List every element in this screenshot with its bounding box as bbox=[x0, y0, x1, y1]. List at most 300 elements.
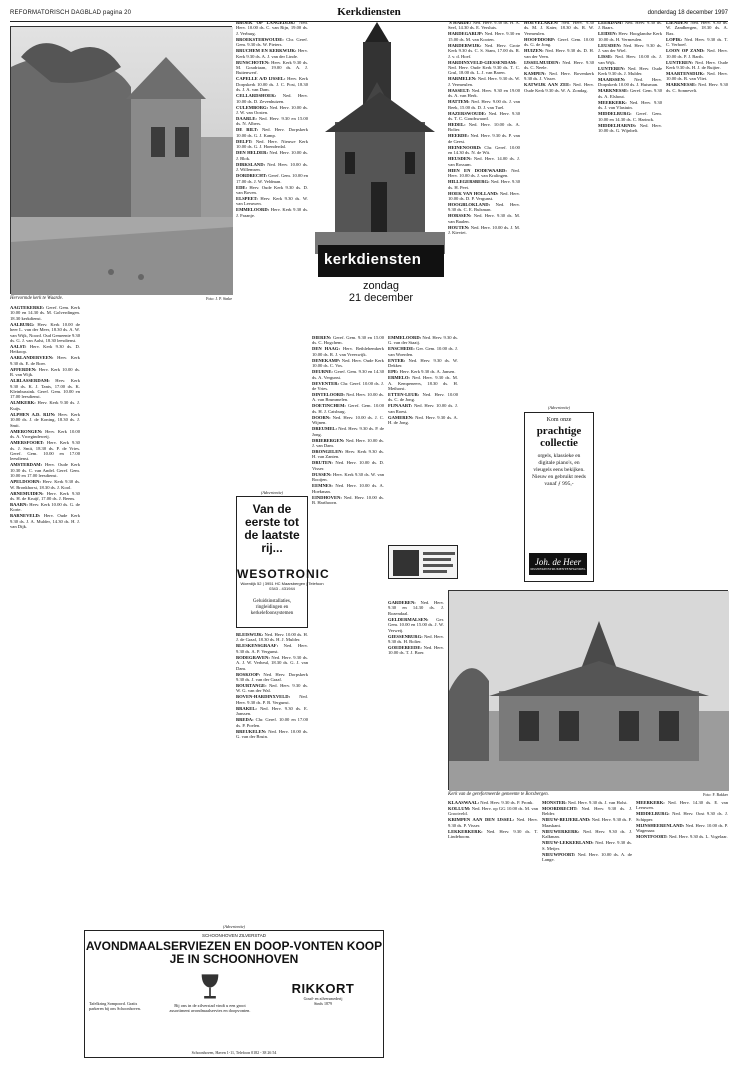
place-name: BUNSCHOTEN: bbox=[236, 59, 272, 65]
church-entry bbox=[598, 66, 662, 77]
listing-column-6 bbox=[448, 20, 520, 505]
caption-text: Hervormde kerk te Waarde. bbox=[10, 296, 63, 301]
service-times: Geref. Gem. 10.00 ds. H. J. Catsburg. bbox=[312, 403, 384, 414]
service-times: Ned. Herv. 10.00 ds. B. Harthoorn. bbox=[312, 494, 384, 506]
place-name: BOVEN-HARDINXVELD: bbox=[236, 694, 300, 700]
place-name: BAARN: bbox=[10, 501, 30, 507]
church-entry bbox=[448, 179, 520, 190]
service-times: Ned. Herv. 9.30 ds. A. H. de Jong. bbox=[388, 414, 458, 426]
photo-caption-bottom bbox=[448, 792, 728, 797]
service-times: Ned. Herv. 10.00 ds. A. Hoekman. bbox=[312, 483, 384, 494]
joh-de-heer-logo bbox=[529, 553, 587, 575]
church-entry bbox=[636, 811, 728, 822]
place-name: HOEVELAKEN: bbox=[524, 20, 562, 25]
service-times: Ned. Herv. 10.00 ds. P. J. Barth. bbox=[666, 48, 728, 59]
logo-sub: MUZIEKINSTRUMENTENHANDEL bbox=[530, 567, 586, 571]
place-name: GAMEREN: bbox=[388, 414, 416, 420]
place-name: LEKKERKERK: bbox=[448, 828, 487, 834]
church-entry bbox=[236, 105, 308, 116]
service-times: Geref. Gem. 9.30 en 15.00 ds. C. Hogchem. bbox=[312, 335, 384, 346]
service-times: Chr. Geref. 10.00 en 17.00 ds. P. Poelen. bbox=[236, 717, 308, 728]
church-entry bbox=[236, 37, 308, 48]
kerkdiensten-illustration bbox=[315, 22, 445, 254]
church-entry bbox=[236, 196, 308, 207]
place-name: BODEGRAVEN: bbox=[236, 654, 272, 660]
church-entry bbox=[666, 82, 728, 93]
place-name: DEN HAAG: bbox=[312, 346, 343, 352]
church-entry bbox=[236, 643, 308, 654]
place-name: LEUSDEN: bbox=[598, 42, 624, 48]
church-entry bbox=[10, 355, 80, 366]
service-times: Geref. Gem. 10.00 en 17.00 ds. J. W. Veldman. bbox=[236, 173, 309, 184]
church-entry bbox=[236, 672, 308, 683]
place-name: LUNTEREN: bbox=[598, 65, 628, 71]
place-name: FIJNAART: bbox=[388, 403, 414, 409]
logo-text: RIKKORT bbox=[291, 981, 355, 996]
church-entry bbox=[448, 60, 520, 76]
church-entry bbox=[312, 483, 384, 494]
service-times: Geref. Gem. Kerk 10.00 en 14.30 ds. M. Golverdingen. 18.30 kerkdienst. bbox=[10, 305, 80, 321]
place-name: EPE: bbox=[388, 369, 400, 375]
service-times: Ned. Herv. 10.00 ds. J. Willemsen. bbox=[236, 161, 308, 173]
place-name: MARKNESSE: bbox=[666, 82, 699, 88]
service-times: Ned. Herv. 9.30 ds. W. G. van der Wal. bbox=[236, 683, 308, 694]
place-name: DEVENTER: bbox=[312, 380, 341, 386]
logo-text: Joh. de Heer bbox=[534, 557, 582, 567]
place-name: HEDEL: bbox=[448, 122, 469, 128]
service-times: Ned. Herv. 9.30 ds. T. C. Goudswaard. bbox=[448, 110, 521, 122]
place-name: MONTFOORT: bbox=[636, 834, 669, 840]
place-name: HORSSEN: bbox=[448, 213, 474, 219]
service-times: Chr. Geref. Gem. 9.30 ds. W. Pieters. bbox=[236, 36, 308, 48]
church-photo-top bbox=[10, 26, 232, 294]
church-entry bbox=[598, 54, 662, 65]
place-name: AMERSFOORT: bbox=[10, 440, 47, 446]
church-entry bbox=[524, 37, 594, 48]
place-name: NIEUWERKERK: bbox=[542, 828, 584, 834]
church-entry bbox=[10, 513, 80, 529]
goblet-icon bbox=[195, 971, 225, 1001]
place-name: MIDDELHARNIS: bbox=[598, 122, 640, 128]
place-name: HARMELEN: bbox=[448, 76, 478, 82]
service-times: Ned. Herv. Dorpskerk 10.00 ds. G. J. Kamp. bbox=[236, 127, 308, 138]
place-name: NIEUWPOORT: bbox=[542, 851, 578, 857]
church-entry bbox=[448, 168, 520, 179]
place-name: EINDHOVEN: bbox=[312, 494, 344, 500]
place-name: MAARTENSDIJK: bbox=[666, 71, 707, 77]
place-name: MEERKERK: bbox=[636, 800, 668, 805]
church-entry bbox=[236, 717, 308, 728]
service-times: Ned. Herv. 9.30 ds. A. J. W. Verheul, 18.30 ds. G. J. van Dam. bbox=[236, 654, 308, 671]
service-times: Ned. Herv. 9.30 ds. M. van Baalen. bbox=[448, 213, 520, 224]
ad-label-avondmaal: (Advertentie) bbox=[222, 924, 246, 929]
church-entry bbox=[448, 133, 520, 144]
service-times: Ned. Herv. 9.30 ds. H. Bolier. bbox=[388, 633, 444, 645]
service-times: Ned. Herv. 9.30 ds. S. Meijer. bbox=[542, 840, 632, 851]
banner-ad-text: Geluidsinstallaties, ringleidingen en kerkelefoonsystemen bbox=[250, 599, 294, 616]
church-entry bbox=[598, 77, 662, 88]
service-times: Ned. Herv. 9.30 ds. E. Janssen. bbox=[236, 705, 308, 717]
place-name: DRONGELEN: bbox=[312, 449, 346, 455]
service-times: Herv. Kerk 9.30 ds. W. Bronkhorst, 18.30 ds. J. Kool. bbox=[10, 479, 81, 490]
service-times: Ger. Gem. 10.00 en 15.00 ds. J. W. Verweij. bbox=[388, 616, 444, 633]
service-times: Ned. Herv. 9.30 ds. H. A. Seel, 14.30 ds. E. Versluis. bbox=[448, 20, 521, 31]
listing-column-9 bbox=[666, 20, 728, 582]
place-name: MAARSSEN: bbox=[598, 77, 635, 83]
church-entry bbox=[10, 429, 80, 440]
church-entry bbox=[236, 60, 308, 76]
place-name: HIEN EN DODEWAARD: bbox=[448, 167, 512, 173]
service-times: Herv. Oude Kerk 9.30 ds. J. A. Mulder, 14.30 ds. H. J. van Dijk. bbox=[10, 513, 80, 530]
church-entry bbox=[10, 462, 80, 478]
listing-column-bottom-4 bbox=[636, 800, 728, 1058]
church-entry bbox=[448, 20, 520, 31]
service-times: Ned. Herv. 9.30 ds. C. Sonnevelt. bbox=[666, 82, 729, 93]
service-times: Herv. Hooglandse Kerk 10.00 ds. H. Vermeulen. bbox=[598, 31, 662, 42]
service-times: Ned. Herv. Dorpskerk 9.30 ds. J. van der Graaf. bbox=[236, 671, 308, 683]
service-times: Herv. Kerk 10.00 ds. J. de Koning, 18.30 ds. J. Smit. bbox=[10, 411, 81, 428]
church-entry bbox=[448, 213, 520, 224]
listing-column-8 bbox=[598, 20, 662, 582]
place-name: CAPELLE A/D IJSSEL: bbox=[236, 76, 288, 82]
place-name: 'S HARDE: bbox=[448, 20, 473, 25]
service-times: Herv. Kerk 9.30 ds. J. Kuijs. bbox=[10, 400, 80, 411]
service-times: Ned. Herv. Oude Kerk 9.30 ds. J. Mulder. bbox=[598, 65, 662, 77]
place-name: KAMPEN: bbox=[524, 71, 549, 77]
church-entry bbox=[312, 335, 384, 346]
church-entry bbox=[236, 162, 308, 173]
logo-since: Sinds 1879 bbox=[314, 1001, 332, 1006]
church-entry bbox=[312, 438, 384, 449]
church-entry bbox=[448, 191, 520, 202]
place-name: LEIDEN: bbox=[598, 31, 619, 37]
church-entry bbox=[636, 800, 728, 811]
service-times: Geref. Gem. 10.00 ds. G. de Jong. bbox=[524, 36, 594, 48]
place-name: DINTELOORD: bbox=[312, 392, 347, 398]
service-times: Ned. Herv. 9.30 en 19.00 ds. A. van Herk. bbox=[448, 87, 521, 99]
church-entry bbox=[448, 156, 520, 167]
church-entry bbox=[448, 122, 520, 133]
service-times: Ned. Herv. 9.30 ds. W. Dekker. bbox=[388, 357, 458, 369]
church-entry bbox=[236, 48, 308, 59]
church-entry bbox=[542, 829, 632, 840]
service-times: Ned. Herv. 10.00 ds. G. van der Bruin. bbox=[236, 728, 308, 740]
church-entry bbox=[448, 31, 520, 42]
banner-ad-title: Van de eerste tot de laatste rij... bbox=[244, 502, 300, 555]
place-name: ELSPEET: bbox=[236, 195, 261, 201]
service-times: Ned. Herv. 9.30 ds. T. C. Verhoef. bbox=[666, 36, 728, 48]
place-name: BLESKENSGRAAF: bbox=[236, 643, 284, 649]
place-name: BARNEVELD: bbox=[10, 513, 44, 519]
service-times: Ned. Herv. Oost 9.30 ds. J. Schipper. bbox=[636, 811, 728, 822]
place-name: NIEUW-LEKKERLAND: bbox=[542, 840, 596, 846]
service-times: Ned. Herv. 10.00 ds. P. Wagenaar. bbox=[636, 822, 728, 834]
service-times: Herv. Kerk Dorpskerk 10.00 ds. J. C. Post, 18.30 ds. J. A. van Dam. bbox=[236, 76, 308, 93]
church-entry bbox=[524, 20, 594, 36]
place-name: GIESSENBURG: bbox=[388, 633, 424, 639]
small-ad bbox=[388, 545, 458, 579]
church-waarde-image bbox=[11, 27, 233, 295]
service-times: Ned. Herv. 9.30 ds. J. Kalkman. bbox=[542, 828, 633, 840]
church-entry bbox=[312, 369, 384, 380]
church-entry bbox=[236, 76, 308, 92]
avondmaal-mid-text: Bij ons in de zilverstad vindt u een groot assortiment avondmaalservies en doopvonten. bbox=[169, 1003, 251, 1014]
church-entry bbox=[312, 403, 384, 414]
place-name: LISSE: bbox=[598, 54, 615, 60]
church-entry bbox=[236, 173, 308, 184]
service-times: Herv. Kerk 9.30 ds. J. Smit, 18.30 ds. P. de Vries. Geref. Gem. 10.00 en 17.00 leesdienst. bbox=[10, 440, 80, 462]
logo-sub: Woerdijk 52 | 3951 HC Maarsbergen | Telefoon 0343 - 431944 bbox=[240, 581, 324, 591]
service-times: Ned. Herv. 10.00 ds. B. van Vliet. bbox=[666, 71, 729, 82]
church-entry bbox=[236, 139, 308, 150]
church-entry bbox=[312, 346, 384, 357]
service-times: Ned. Herv. 9.30 ds. C. Neele. bbox=[524, 59, 595, 71]
church-entry bbox=[448, 111, 520, 122]
photo-caption-top bbox=[10, 296, 232, 301]
place-name: LEERDAM: bbox=[598, 20, 625, 25]
place-name: BRUCHEM EN KERKWIJK: bbox=[236, 48, 298, 54]
service-times: Ned. Herv. 9.30 ds. J. Belder. bbox=[542, 806, 633, 817]
place-name: ETTEN-LEUR: bbox=[388, 392, 423, 398]
church-entry bbox=[448, 806, 538, 817]
church-entry bbox=[236, 683, 308, 694]
service-times: Ned. Herv. 10.00 ds. J. C. Wijnen. bbox=[312, 414, 385, 426]
service-times: Ned. Herv. 9.30 en 15.00 ds. N. Albers. bbox=[236, 116, 309, 127]
church-entry bbox=[524, 71, 594, 82]
service-times: Ned. Herv. 10.00 ds. A. van Brummelen. bbox=[312, 392, 384, 403]
church-entry bbox=[312, 358, 384, 369]
listing-column-2 bbox=[236, 20, 308, 482]
church-entry bbox=[236, 655, 308, 671]
place-name: HATTEM: bbox=[448, 99, 472, 105]
church-entry bbox=[448, 202, 520, 213]
place-name: AALBURG: bbox=[10, 321, 38, 327]
church-entry bbox=[236, 93, 308, 104]
place-name: DOORN: bbox=[312, 414, 333, 420]
place-name: GELDERMALSEN: bbox=[388, 616, 437, 622]
service-times: Ned. Herv. 9.30 ds. J. van der Wiel. bbox=[598, 42, 662, 54]
church-entry bbox=[524, 48, 594, 59]
place-name: BLEISWIJK: bbox=[236, 632, 265, 637]
church-entry bbox=[598, 111, 662, 122]
place-name: HASSELT: bbox=[448, 87, 472, 93]
place-name: BRAKEL: bbox=[236, 705, 260, 711]
place-name: MARKNESSE: bbox=[598, 88, 630, 94]
place-name: KLAASWAAL: bbox=[448, 800, 481, 805]
collectie-title: prachtige collectie bbox=[536, 425, 582, 449]
church-entry bbox=[666, 60, 728, 71]
church-entry bbox=[10, 322, 80, 344]
church-entry bbox=[312, 460, 384, 471]
photo-credit: Foto: F. Bakker bbox=[703, 792, 728, 797]
place-name: AAGTEKERKE: bbox=[10, 305, 47, 310]
place-name: MIJNSHEERENLAND: bbox=[636, 822, 686, 828]
service-times: Ned. Herv. 10.00 ds. C. van Rijn, 19.00 ds. J. Verburg. bbox=[236, 20, 308, 36]
place-name: LIENDEN: bbox=[666, 20, 691, 25]
logo-text: WESOTRONIC bbox=[237, 567, 330, 581]
place-name: AALST: bbox=[10, 344, 30, 350]
church-entry bbox=[10, 305, 80, 321]
service-times: Ger. Gem. 10.00 ds. J. van Woerden. bbox=[388, 346, 458, 357]
place-name: DELFT: bbox=[236, 138, 256, 144]
service-times: Ned. Herv. 9.30 en 15.00 ds. M. van Kooten. bbox=[448, 31, 520, 42]
church-entry bbox=[524, 60, 594, 71]
service-times: Ned. Herv. 9.30 ds. G. van der Staaij. bbox=[388, 335, 458, 346]
church-entry bbox=[236, 116, 308, 127]
church-entry bbox=[448, 43, 520, 59]
place-name: AARLANDERVEEN: bbox=[10, 355, 58, 361]
church-entry bbox=[312, 495, 384, 506]
church-entry bbox=[236, 694, 308, 705]
place-name: KATWIJK AAN ZEE: bbox=[524, 82, 573, 88]
place-name: IJSSELMUIDEN: bbox=[524, 59, 563, 65]
listing-column-bottom-1 bbox=[388, 600, 444, 1058]
service-times: Ned. Herv. 10.00 ds. D. Visser. bbox=[312, 460, 385, 471]
place-name: HOOFDDORP: bbox=[524, 36, 558, 42]
service-times: Ned. Herv. 10.00 ds. D. P. Vergunst. bbox=[448, 190, 520, 201]
service-times: Ned. Herv. 10.00 ds. T. J. Boer. bbox=[388, 645, 444, 656]
place-name: ALBLASSERDAM: bbox=[10, 378, 56, 384]
service-times: Chr. Geref. 10.00 ds. J. de Vries. bbox=[312, 380, 384, 392]
service-times: Ned. Herv. 9.30 ds. M. J. Kater, 18.30 ds. R. W. Vermeulen. bbox=[524, 20, 595, 36]
service-times: Ned. Herv. 14.30 ds. E. van Leeuwen. bbox=[636, 800, 728, 811]
service-times: Ned. Herv. 10.00 ds. J. Blok. bbox=[236, 150, 308, 161]
service-times: Herv. Kerk 9.30 ds. W. van Leeuwen. bbox=[236, 195, 308, 207]
church-entry bbox=[636, 834, 728, 839]
church-entry bbox=[312, 449, 384, 460]
church-entry bbox=[598, 20, 662, 31]
avondmaal-ad bbox=[84, 930, 384, 1058]
church-entry bbox=[10, 491, 80, 502]
place-name: EMMELOORD: bbox=[236, 207, 271, 213]
place-name: DRUTEN: bbox=[312, 460, 336, 466]
listing-column-4 bbox=[312, 335, 384, 922]
subtitle-line2: 21 december bbox=[348, 292, 414, 304]
place-name: HILLEGERSBERG: bbox=[448, 179, 491, 185]
service-times: Ned. Herv. 9.30 ds. D. H. van der Veen. bbox=[524, 48, 594, 59]
service-times: Herv. Kerk 9.30 ds. J. Fraanje. bbox=[236, 207, 308, 218]
church-entry bbox=[598, 88, 662, 99]
church-entry bbox=[236, 632, 308, 643]
service-times: Chr. Geref. 10.00 en 14.30 ds. N. de Wit. bbox=[448, 144, 520, 156]
place-name: HOUTEN: bbox=[448, 224, 471, 230]
church-entry bbox=[10, 479, 80, 490]
church-entry bbox=[666, 37, 728, 48]
service-times: Ned. Herv. 10.00 ds. H. J. de Graaf, 18.30 ds. H. J. Mulder. bbox=[236, 632, 308, 643]
service-times: Herv. Kerk 9.30 ds. A. J. van der Linde. bbox=[236, 48, 308, 59]
church-entry bbox=[10, 400, 80, 411]
church-entry bbox=[542, 800, 632, 805]
service-times: Ned. Herv. Oude Kerk 9.30 ds. W. A. Zondag. bbox=[524, 82, 595, 93]
place-name: HEINENOORD: bbox=[448, 144, 485, 150]
place-name: BREUKELEN: bbox=[236, 728, 269, 734]
place-name: DE BILT: bbox=[236, 127, 262, 133]
place-name: NIEUW-BEIJERLAND: bbox=[542, 817, 592, 823]
service-times: Ned. Herv. 10.00 ds. D. Zevenhuizen. bbox=[236, 93, 308, 104]
service-times: Ned. Herv. 9.30 ds. P. Pronk. bbox=[480, 800, 534, 805]
church-entry bbox=[598, 123, 662, 134]
issue-date: donderdag 18 december 1997 bbox=[647, 10, 728, 16]
place-name: CELLARDSHOEK: bbox=[236, 93, 283, 99]
place-name: BOSKOOP: bbox=[236, 671, 264, 677]
place-name: HARDERWIJK: bbox=[448, 42, 485, 48]
service-times: Ned. Herv. 10.00 ds. J. van Wijk. bbox=[598, 54, 662, 65]
church-entry bbox=[236, 706, 308, 717]
place-name: HARDEGARIJP: bbox=[448, 31, 485, 37]
church-entry bbox=[448, 145, 520, 156]
service-times: Ned. Herv. 9.30 ds. J. van Vlastuin. bbox=[598, 99, 662, 111]
church-entry bbox=[666, 20, 728, 36]
place-name: HEUSDEN: bbox=[448, 156, 474, 162]
service-times: Ned. Herv. 9.30 ds. L. Vogelaar. bbox=[668, 834, 728, 840]
church-entry bbox=[10, 344, 80, 355]
church-entry bbox=[236, 150, 308, 161]
avondmaal-left-text: Tafelkring Sompoord. Gratis parkeren bij ons Schoonhoven. bbox=[89, 1001, 141, 1011]
place-name: AMSTERDAM: bbox=[10, 462, 46, 468]
service-times: Herv. Kerk 9.30 ds. H. van Zanten. bbox=[312, 449, 384, 460]
place-name: MEERKERK: bbox=[598, 99, 630, 105]
service-times: Herv. Kerk 9.30 ds. H. de Kruijf, 17.00 ds. J. Beens. bbox=[10, 490, 80, 501]
service-times: Ned. Herv. 10.00 ds. G. Wijnbelt. bbox=[598, 122, 663, 134]
church-entry bbox=[236, 20, 308, 36]
church-entry bbox=[542, 852, 632, 863]
place-name: EDE: bbox=[236, 184, 250, 190]
place-name: DIRKSLAND: bbox=[236, 161, 268, 167]
service-times: Ned. Herv. 10.00 ds. J. van Kralingen. bbox=[448, 167, 520, 179]
date-subtitle bbox=[318, 280, 444, 304]
church-entry bbox=[542, 840, 632, 851]
service-times: Ned. Herv. 10.00 ds. A. de Lange. bbox=[542, 851, 632, 863]
place-name: EMMELOORD: bbox=[388, 335, 423, 340]
place-name: ARNEMUIDEN: bbox=[10, 490, 47, 496]
kerkdiensten-title: kerkdiensten bbox=[324, 251, 422, 268]
place-name: DUSSEN: bbox=[312, 471, 334, 477]
service-times: Geref. Gem. 10.00 en 14.30 ds. C. Harinck. bbox=[598, 111, 662, 122]
avondmaal-title: AVONDMAALSERVIEZEN EN DOOP-VONTEN KOOP JE IN SCHOONHOVEN bbox=[85, 939, 383, 966]
listing-column-bottom-2 bbox=[448, 800, 538, 1058]
paper-name: REFORMATORISCH DAGBLAD pagina 20 bbox=[10, 10, 132, 16]
place-name: DAARLE: bbox=[236, 116, 259, 122]
place-name: APELDOORN: bbox=[10, 479, 43, 485]
church-entry bbox=[312, 472, 384, 483]
collectie-body: orgels, klassieke en digitale piano's, en vleugels eens bekijken. Nieuw en gebruikt reeds vanaf ƒ 995,- bbox=[532, 453, 586, 487]
service-times: Ned. Herv. 9.00 ds. J. van Beek, 15.00 ds. D. J. van Tuel. bbox=[448, 99, 520, 110]
service-times: Herv. Bethlehemkerk 10.00 ds. R. J. van Vreeswijk. bbox=[312, 346, 384, 357]
place-name: HARDINXVELD-GIESSENDAM: bbox=[448, 59, 517, 65]
place-name: BROEKSTERWOUDE: bbox=[236, 36, 287, 42]
church-entry bbox=[312, 392, 384, 403]
place-name: BREDA: bbox=[236, 717, 256, 723]
church-entry bbox=[448, 800, 538, 805]
place-name: BROEK OP LANGEDIJK: bbox=[236, 20, 300, 25]
avondmaal-head: SCHOONHOVEN ZILVERSTAD bbox=[201, 933, 267, 938]
service-times: Herv. Kerk 10.00 de heer L. van der Meer, 18.30 ds. A. W. van Wijk, Noord. Oud Gemeente 9.30 ds. G. J. van Aalst, 18.30 leesdienst. bbox=[10, 321, 80, 344]
service-times: Herv. Kerk 10.00 ds. G. de Korte. bbox=[10, 501, 80, 513]
place-name: GOEDEREEDE: bbox=[388, 645, 424, 651]
place-name: CULEMBORG: bbox=[236, 104, 270, 110]
church-entry bbox=[448, 99, 520, 110]
church-entry bbox=[10, 367, 80, 378]
ad-label-collectie: (Advertentie) bbox=[547, 405, 571, 410]
service-times: Ned. Herv. 9.30 ds. M. A. Kempeneers, 18.30 ds. H. Methorst. bbox=[388, 375, 458, 392]
church-entry bbox=[236, 185, 308, 196]
church-entry bbox=[598, 43, 662, 54]
church-entry bbox=[598, 100, 662, 111]
place-name: HOOGBLOKLAND: bbox=[448, 201, 496, 207]
service-times: Herv. Kerk 9.30 ds. E. de Boer. bbox=[10, 355, 80, 366]
place-name: MIDDELBURG: bbox=[598, 111, 636, 117]
service-times: Ned. Herv. 10.00 ds. J. van Roest. bbox=[388, 403, 458, 414]
